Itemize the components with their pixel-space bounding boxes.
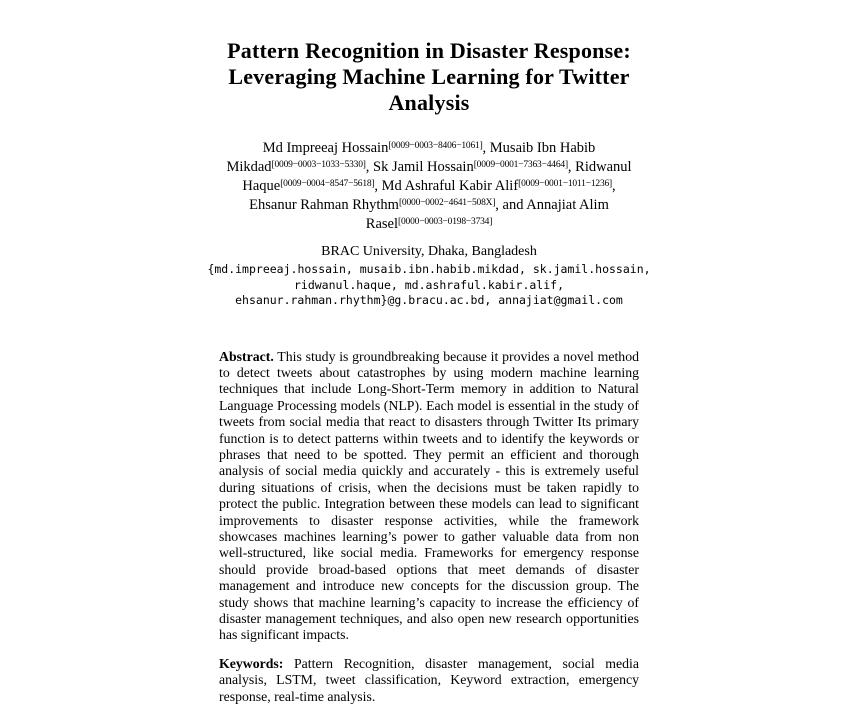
email-line: {md.impreeaj.hossain, musaib.ibn.habib.mikdad, sk.jamil.hossain,: [207, 262, 651, 276]
affiliation: BRAC University, Dhaka, Bangladesh: [321, 244, 537, 259]
orcid-superscript: [0009−0004−8547−5618]: [280, 179, 375, 189]
paper-title: [169, 38, 689, 116]
author-line: [159, 215, 699, 234]
email-line: ridwanul.haque, md.ashraful.kabir.alif,: [293, 277, 565, 292]
email-line: ehsanur.rahman.rhythm}@g.bracu.ac.bd, annajiat@gmail.com: [235, 293, 623, 307]
author-name-text: Md Impreeaj Hossain: [262, 140, 389, 156]
orcid-superscript: [0009−0001−1011−1236]: [518, 179, 613, 189]
abstract-label: Abstract.: [219, 348, 274, 364]
author-name-text: Mikdad: [226, 159, 272, 175]
email-block: [0, 262, 858, 309]
paper-title-line: Leveraging Machine Learning for Twitter: [228, 64, 630, 89]
author-line: [159, 158, 699, 177]
author-name-text: , Md Ashraful Kabir Alif: [374, 178, 519, 194]
author-line: [159, 139, 699, 158]
orcid-superscript: [0009−0003−8406−1061]: [388, 141, 483, 151]
author-line: [159, 177, 699, 196]
keywords-label: Keywords:: [219, 655, 284, 671]
author-name-text: Rasel: [365, 216, 398, 232]
author-name-text: , Musaib Ibn Habib: [482, 140, 596, 156]
paper-title-line: Analysis: [388, 90, 470, 115]
abstract-text: This study is groundbreaking because it provides a novel method to detect tweets about catastrophes by using modern machine learning techniques that include Long-Short-Term memory in addition to Natural Language Processing models (NLP). Each model is essential in the study of tweets from social media that react to disasters through Twitter Its primary function is to detect patterns within tweets and to identify the keywords or phrases that need to be spotted. They permit an efficient and thorough analysis of social media quickly and accurately - this is extremely useful during situations of crisis, when the decisions must be taken rapidly to protect the public. Integration between these models can lead to significant improvements to disaster response activities, while the framework showcases machines learning’s power to gather valuable data from non well-structured, like social media. Frameworks for emergency response should provide broad-based options that meet demands of disaster management and introduce new concepts for the discussion group. The study shows that machine learning’s capacity to increase the efficiency of disaster management techniques, and also open new research opportunities has significant impacts.: [219, 348, 639, 643]
orcid-superscript: [0000−0002−4641−508X]: [398, 198, 496, 208]
author-line: [159, 196, 699, 215]
author-name-text: Haque: [242, 178, 281, 194]
author-name-text: , and Annajiat Alim: [495, 197, 609, 213]
orcid-superscript: [0009−0003−1033−5330]: [271, 160, 366, 170]
author-name-text: ,: [612, 178, 616, 194]
orcid-superscript: [0009−0001−7363−4464]: [473, 160, 568, 170]
author-name-text: Ehsanur Rahman Rhythm: [249, 197, 399, 213]
keywords-text: Pattern Recognition, disaster management, social media analysis, LSTM, tweet classification, Keyword extraction, emergency response, real-time analysis.: [219, 655, 639, 704]
paper-title-line: Pattern Recognition in Disaster Response:: [227, 38, 631, 63]
abstract-section: [219, 349, 639, 644]
author-name-text: , Sk Jamil Hossain: [365, 159, 474, 175]
orcid-superscript: [0000−0003−0198−3734]: [398, 217, 493, 227]
author-name-text: , Ridwanul: [567, 159, 632, 175]
keywords-section: [219, 656, 639, 705]
author-block: [159, 139, 699, 234]
